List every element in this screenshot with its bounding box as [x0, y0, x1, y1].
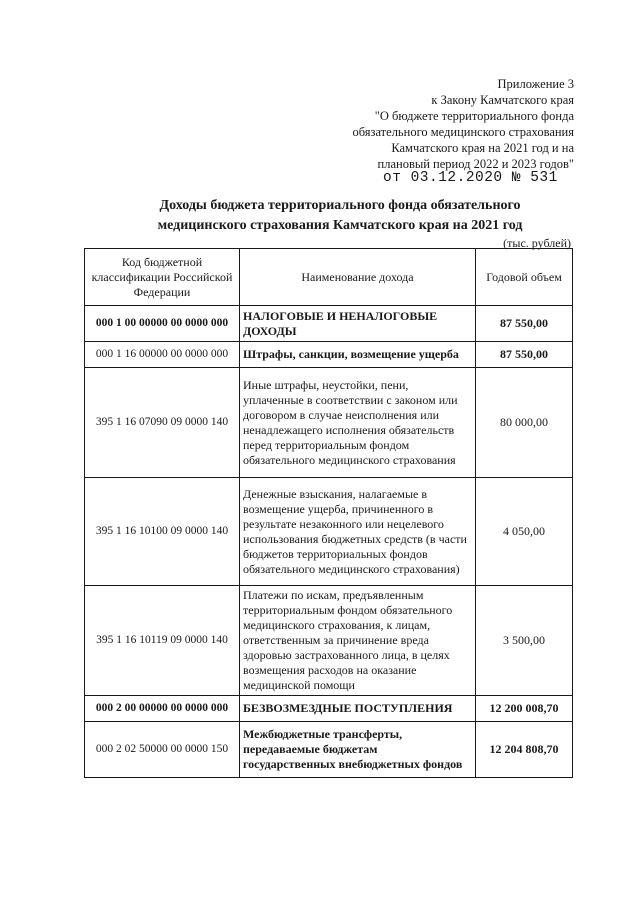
row-name: Платежи по искам, предъявленным территориальным фондом обязательного медицинского страхования, к лицам, ответственным за причинение вреда здоровью застрахованного лица, в целях возмещения расходов на оказание медицинской помощи [240, 586, 476, 696]
row-name: Межбюджетные трансферты, передаваемые бюджетам государственных внебюджетных фондов [240, 722, 476, 778]
table-row [85, 478, 573, 586]
row-amount: 12 204 808,70 [476, 722, 573, 778]
annex-line: к Закону Камчатского края [431, 93, 574, 107]
title-line: Доходы бюджета территориального фонда обязательного [159, 198, 521, 213]
row-name: Денежные взыскания, налагаемые в возмещение ущерба, причиненного в результате незаконного или нецелевого использования бюджетных средств (в части бюджетов территориальных фондов обязательного медицинского страхования) [240, 478, 476, 586]
table-row [85, 722, 573, 778]
annex-line: плановый период 2022 и 2023 годов" [377, 157, 574, 171]
title-line: медицинского страхования Камчатского края на 2021 год [157, 218, 523, 233]
units-label: (тыс. рублей) [503, 236, 571, 250]
row-code: 000 1 00 00000 00 0000 000 [85, 306, 240, 342]
row-amount: 4 050,00 [476, 478, 573, 586]
table-row [85, 586, 573, 696]
annex-line: обязательного медицинского страхования [352, 125, 574, 139]
annex-line: "О бюджете территориального фонда [374, 109, 574, 123]
row-amount: 3 500,00 [476, 586, 573, 696]
row-code: 000 1 16 00000 00 0000 000 [85, 342, 240, 368]
table-row [85, 696, 573, 722]
row-name: Иные штрафы, неустойки, пени, уплаченные в соответствии с законом или договором в случае неисполнения или ненадлежащего исполнения обязательств перед территориальным фондом обязательного медицинского страхования [240, 368, 476, 478]
annex-line: Приложение 3 [497, 77, 574, 91]
row-name: НАЛОГОВЫЕ И НЕНАЛОГОВЫЕ ДОХОДЫ [240, 306, 476, 342]
row-name: БЕЗВОЗМЕЗДНЫЕ ПОСТУПЛЕНИЯ [240, 696, 476, 722]
document-title [120, 196, 560, 236]
row-amount: 80 000,00 [476, 368, 573, 478]
row-amount: 87 550,00 [476, 342, 573, 368]
table-row [85, 342, 573, 368]
table-header-row [85, 249, 573, 306]
table-row [85, 368, 573, 478]
table-row [85, 306, 573, 342]
income-table [84, 248, 573, 778]
row-amount: 87 550,00 [476, 306, 573, 342]
row-code: 395 1 16 10119 09 0000 140 [85, 586, 240, 696]
date-number-stamp: от 03.12.2020 № 531 [383, 170, 558, 186]
row-amount: 12 200 008,70 [476, 696, 573, 722]
header-name: Наименование дохода [240, 249, 476, 306]
row-code: 395 1 16 07090 09 0000 140 [85, 368, 240, 478]
row-name: Штрафы, санкции, возмещение ущерба [240, 342, 476, 368]
row-code: 000 2 00 00000 00 0000 000 [85, 696, 240, 722]
annex-line: Камчатского края на 2021 год и на [391, 141, 574, 155]
header-code: Код бюджетной классификации Российской Федерации [85, 249, 240, 306]
annex-header [352, 76, 574, 172]
row-code: 000 2 02 50000 00 0000 150 [85, 722, 240, 778]
row-code: 395 1 16 10100 09 0000 140 [85, 478, 240, 586]
header-amount: Годовой объем [476, 249, 573, 306]
